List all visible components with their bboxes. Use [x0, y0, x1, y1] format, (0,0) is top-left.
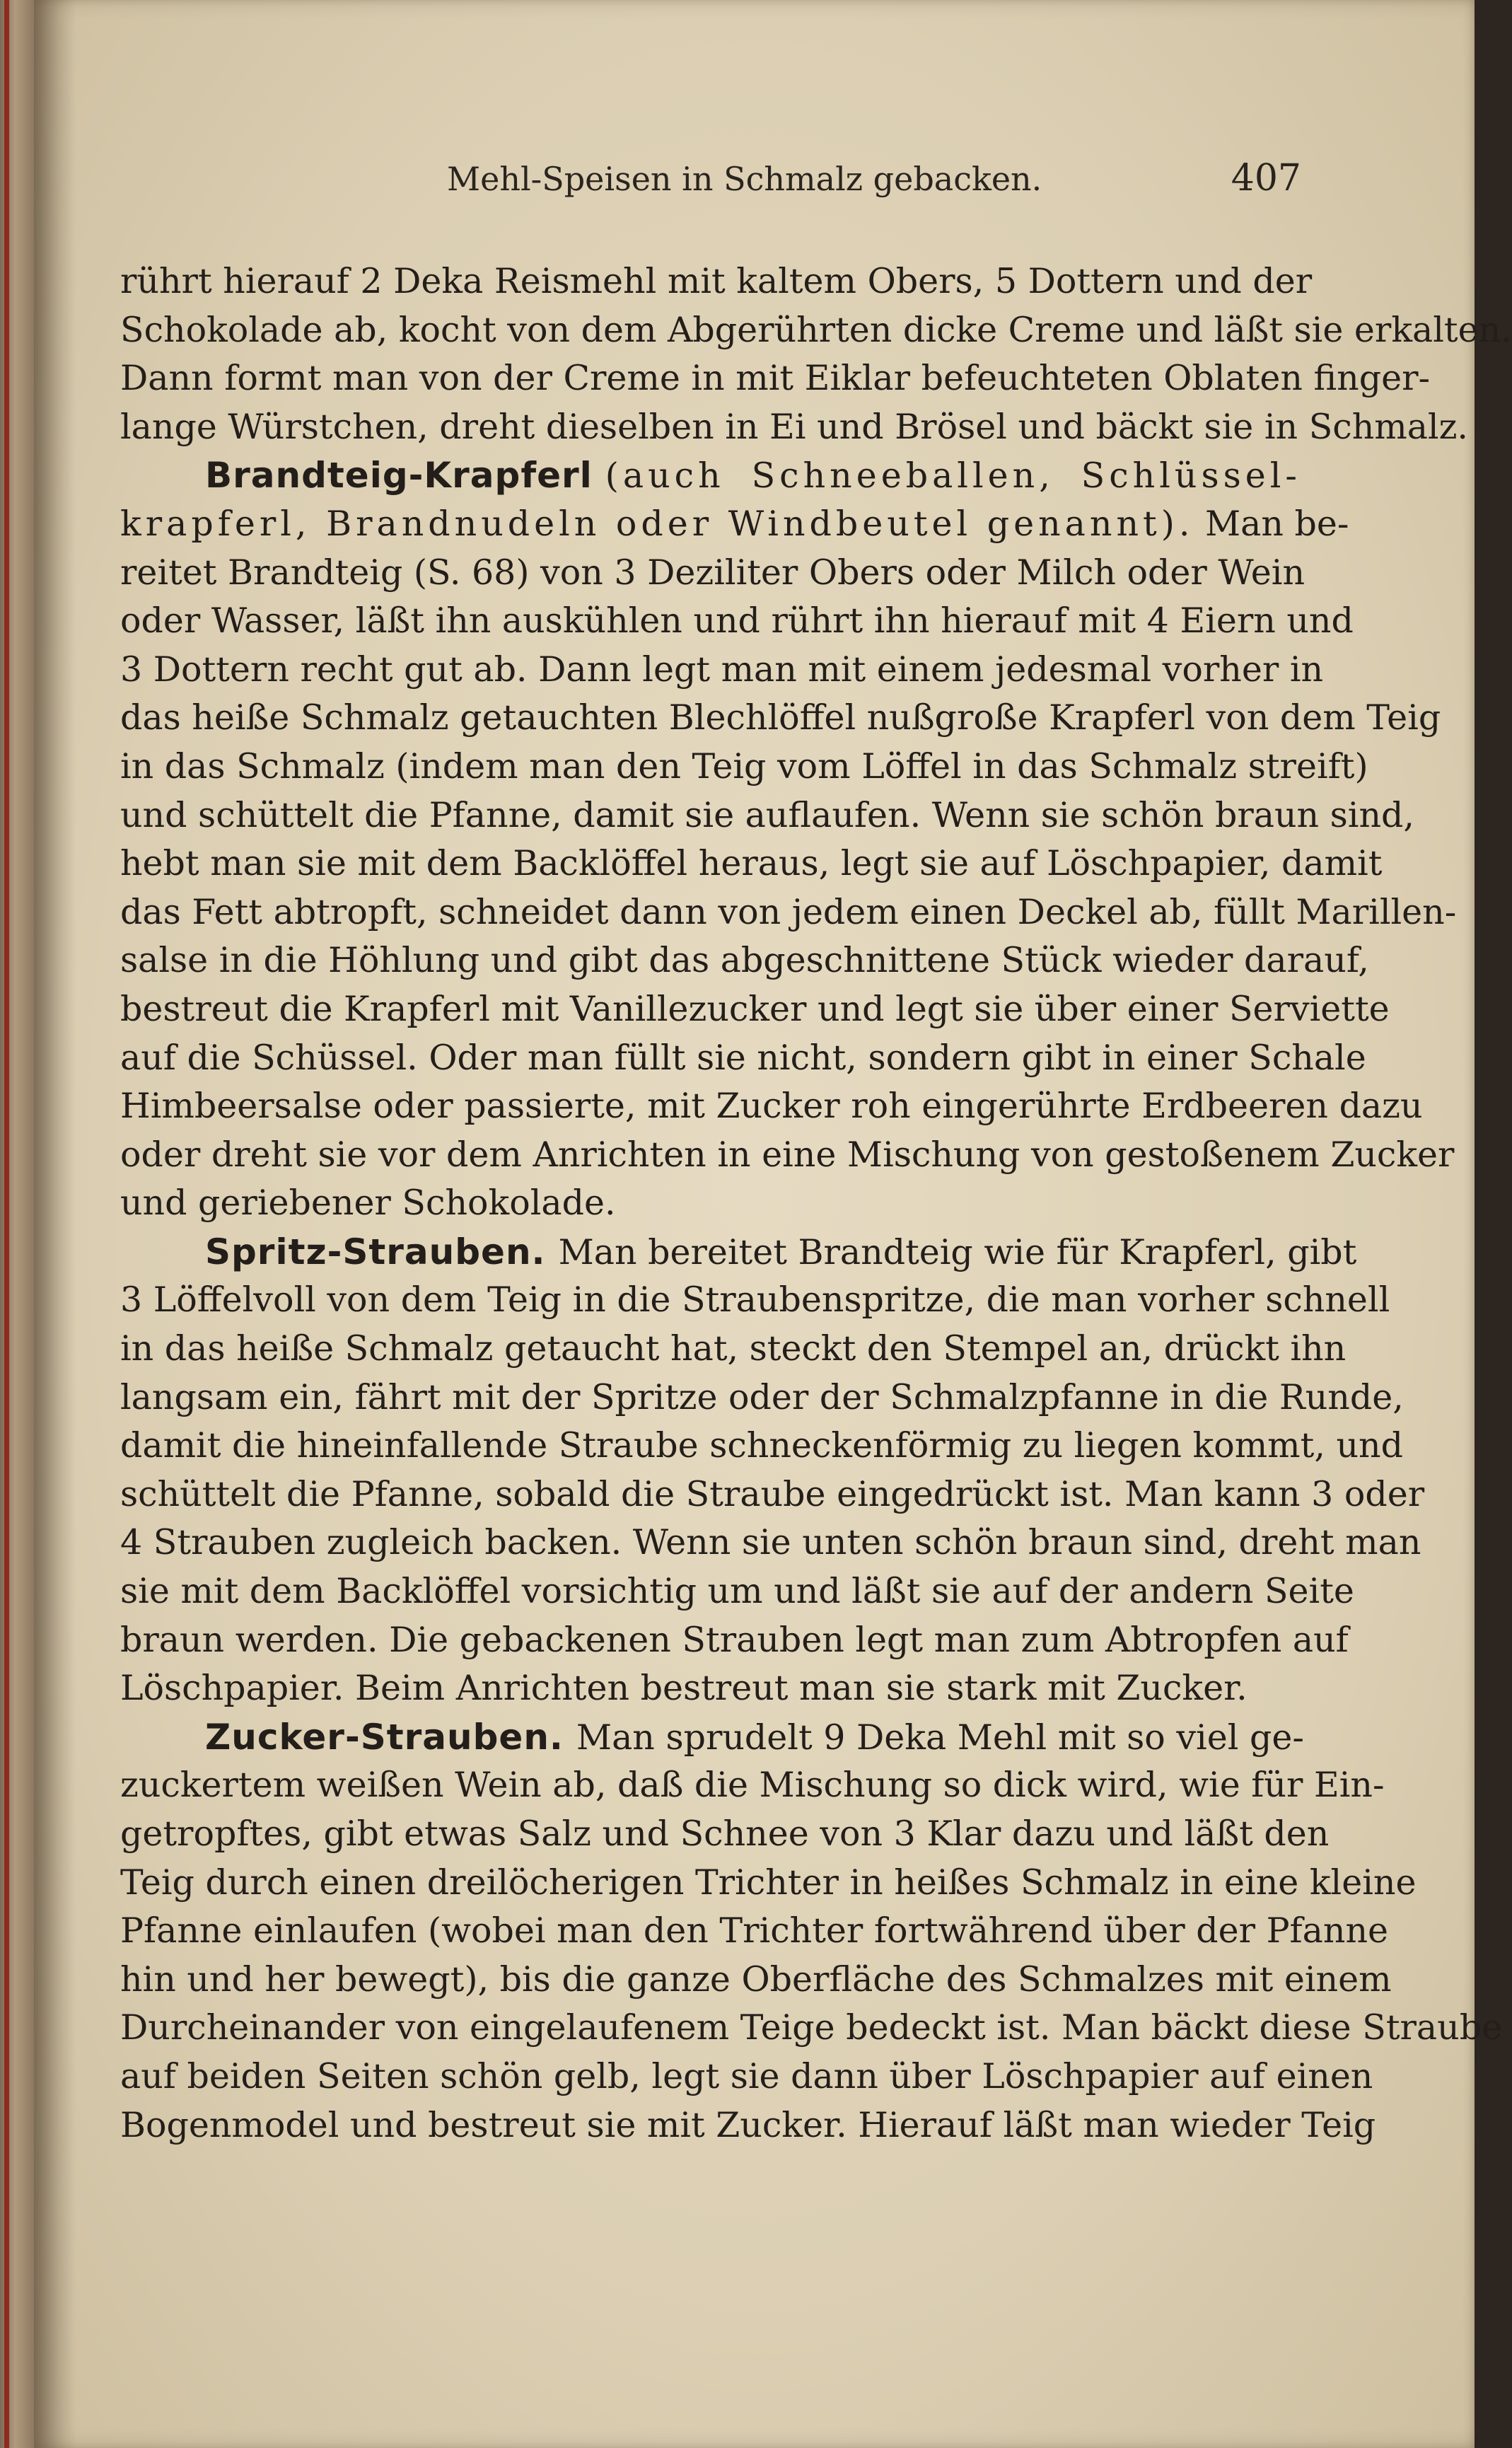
- gutter-shadow: [34, 0, 76, 2448]
- text-line: Löschpapier. Beim Anrichten bestreut man sie stark mit Zucker.: [120, 1668, 1248, 1709]
- text-span: Man bereitet Brandteig wie für Krapferl, gibt: [558, 1231, 1357, 1272]
- text-line: das heiße Schmalz getauchten Blechlöffel nußgroße Krapferl von dem Teig: [120, 697, 1441, 738]
- recipe-first-line: [120, 1228, 1357, 1277]
- text-line: Durcheinander von eingelaufenem Teige bedeckt ist. Man bäckt diese Straube: [120, 2007, 1503, 2048]
- text-line: oder dreht sie vor dem Anrichten in eine Mischung von gestoßenem Zucker: [120, 1134, 1455, 1175]
- page-header: [120, 157, 1301, 207]
- text-line: schüttelt die Pfanne, sobald die Straube eingedrückt ist. Man kann 3 oder: [120, 1473, 1425, 1514]
- text-line: Schokolade ab, kocht von dem Abgerührten dicke Creme und läßt sie erkalten.: [120, 309, 1512, 350]
- text-line: in das Schmalz (indem man den Teig vom Löffel in das Schmalz streift): [120, 746, 1368, 787]
- recipe-title-spritz-strauben: Spritz-Strauben.: [205, 1231, 546, 1272]
- text-span: Man be-: [1204, 503, 1349, 544]
- text-line: braun werden. Die gebackenen Strauben legt man zum Abtropfen auf: [120, 1619, 1349, 1660]
- text-line: Himbeersalse oder passierte, mit Zucker roh eingerührte Erdbeeren dazu: [120, 1086, 1423, 1127]
- text-span: krapferl, Brandnudeln oder Windbeutel genannt).: [120, 503, 1194, 544]
- text-line: getropftes, gibt etwas Salz und Schnee von 3 Klar dazu und läßt den: [120, 1814, 1330, 1854]
- text-line: 3 Löffelvoll von dem Teig in die Straubenspritze, die man vorher schnell: [120, 1280, 1390, 1321]
- text-line: und schüttelt die Pfanne, damit sie auflaufen. Wenn sie schön braun sind,: [120, 794, 1414, 835]
- text-line: reitet Brandteig (S. 68) von 3 Deziliter Obers oder Milch oder Wein: [120, 552, 1305, 593]
- recipe-first-line: [120, 1713, 1304, 1762]
- text-line: Dann formt man von der Creme in mit Eiklar befeuchteten Oblaten finger-: [120, 358, 1431, 399]
- text-line: und geriebener Schokolade.: [120, 1183, 616, 1224]
- running-title: Mehl-Speisen in Schmalz gebacken.: [447, 160, 1042, 198]
- text-line: sie mit dem Backlöffel vorsichtig um und läßt sie auf der andern Seite: [120, 1571, 1354, 1612]
- text-line: lange Würstchen, dreht dieselben in Ei und Brösel und bäckt sie in Schmalz.: [120, 406, 1468, 447]
- recipe-title-zucker-strauben: Zucker-Strauben.: [205, 1716, 564, 1758]
- text-line: auf die Schüssel. Oder man füllt sie nicht, sondern gibt in einer Schale: [120, 1037, 1366, 1078]
- recipe-title-brandteig-krapferl: Brandteig-Krapferl: [205, 455, 593, 497]
- text-span: (auch Schneeballen, Schlüssel-: [605, 456, 1301, 497]
- text-line: langsam ein, fährt mit der Spritze oder der Schmalzpfanne in die Runde,: [120, 1376, 1404, 1417]
- text-line: das Fett abtropft, schneidet dann von jedem einen Deckel ab, füllt Marillen-: [120, 891, 1457, 932]
- text-line: in das heiße Schmalz getaucht hat, steckt den Stempel an, drückt ihn: [120, 1328, 1347, 1369]
- text-line: rührt hierauf 2 Deka Reismehl mit kaltem Obers, 5 Dottern und der: [120, 261, 1313, 301]
- text-line: auf beiden Seiten schön gelb, legt sie dann über Löschpapier auf einen: [120, 2055, 1373, 2096]
- text-line: [120, 500, 1349, 549]
- text-line: bestreut die Krapferl mit Vanillezucker und legt sie über einer Serviette: [120, 988, 1390, 1029]
- text-line: Pfanne einlaufen (wobei man den Trichter fortwährend über der Pfanne: [120, 1910, 1388, 1951]
- text-line: 4 Strauben zugleich backen. Wenn sie unten schön braun sind, dreht man: [120, 1522, 1421, 1563]
- text-line: oder Wasser, läßt ihn auskühlen und rührt ihn hierauf mit 4 Eiern und: [120, 601, 1354, 642]
- text-line: salse in die Höhlung und gibt das abgeschnittene Stück wieder darauf,: [120, 940, 1369, 981]
- text-line: Bogenmodel und bestreut sie mit Zucker. Hierauf läßt man wieder Teig: [120, 2104, 1376, 2145]
- text-line: hin und her bewegt), bis die ganze Oberfläche des Schmalzes mit einem: [120, 1959, 1392, 2000]
- text-line: Teig durch einen dreilöcherigen Trichter in heißes Schmalz in eine kleine: [120, 1862, 1417, 1903]
- body-text: [120, 257, 1512, 2150]
- text-span: Man sprudelt 9 Deka Mehl mit so viel ge-: [576, 1717, 1304, 1758]
- previous-page-edge: [0, 0, 34, 2448]
- text-line: damit die hineinfallende Straube schneckenförmig zu liegen kommt, und: [120, 1425, 1403, 1466]
- text-line: hebt man sie mit dem Backlöffel heraus, legt sie auf Löschpapier, damit: [120, 843, 1383, 884]
- red-edge-marker: [4, 0, 9, 2448]
- text-line: zuckertem weißen Wein ab, daß die Mischung so dick wird, wie für Ein-: [120, 1765, 1385, 1806]
- recipe-first-line: [120, 451, 1301, 500]
- text-line: 3 Dottern recht gut ab. Dann legt man mit einem jedesmal vorher in: [120, 649, 1324, 690]
- page-number: 407: [1231, 157, 1301, 199]
